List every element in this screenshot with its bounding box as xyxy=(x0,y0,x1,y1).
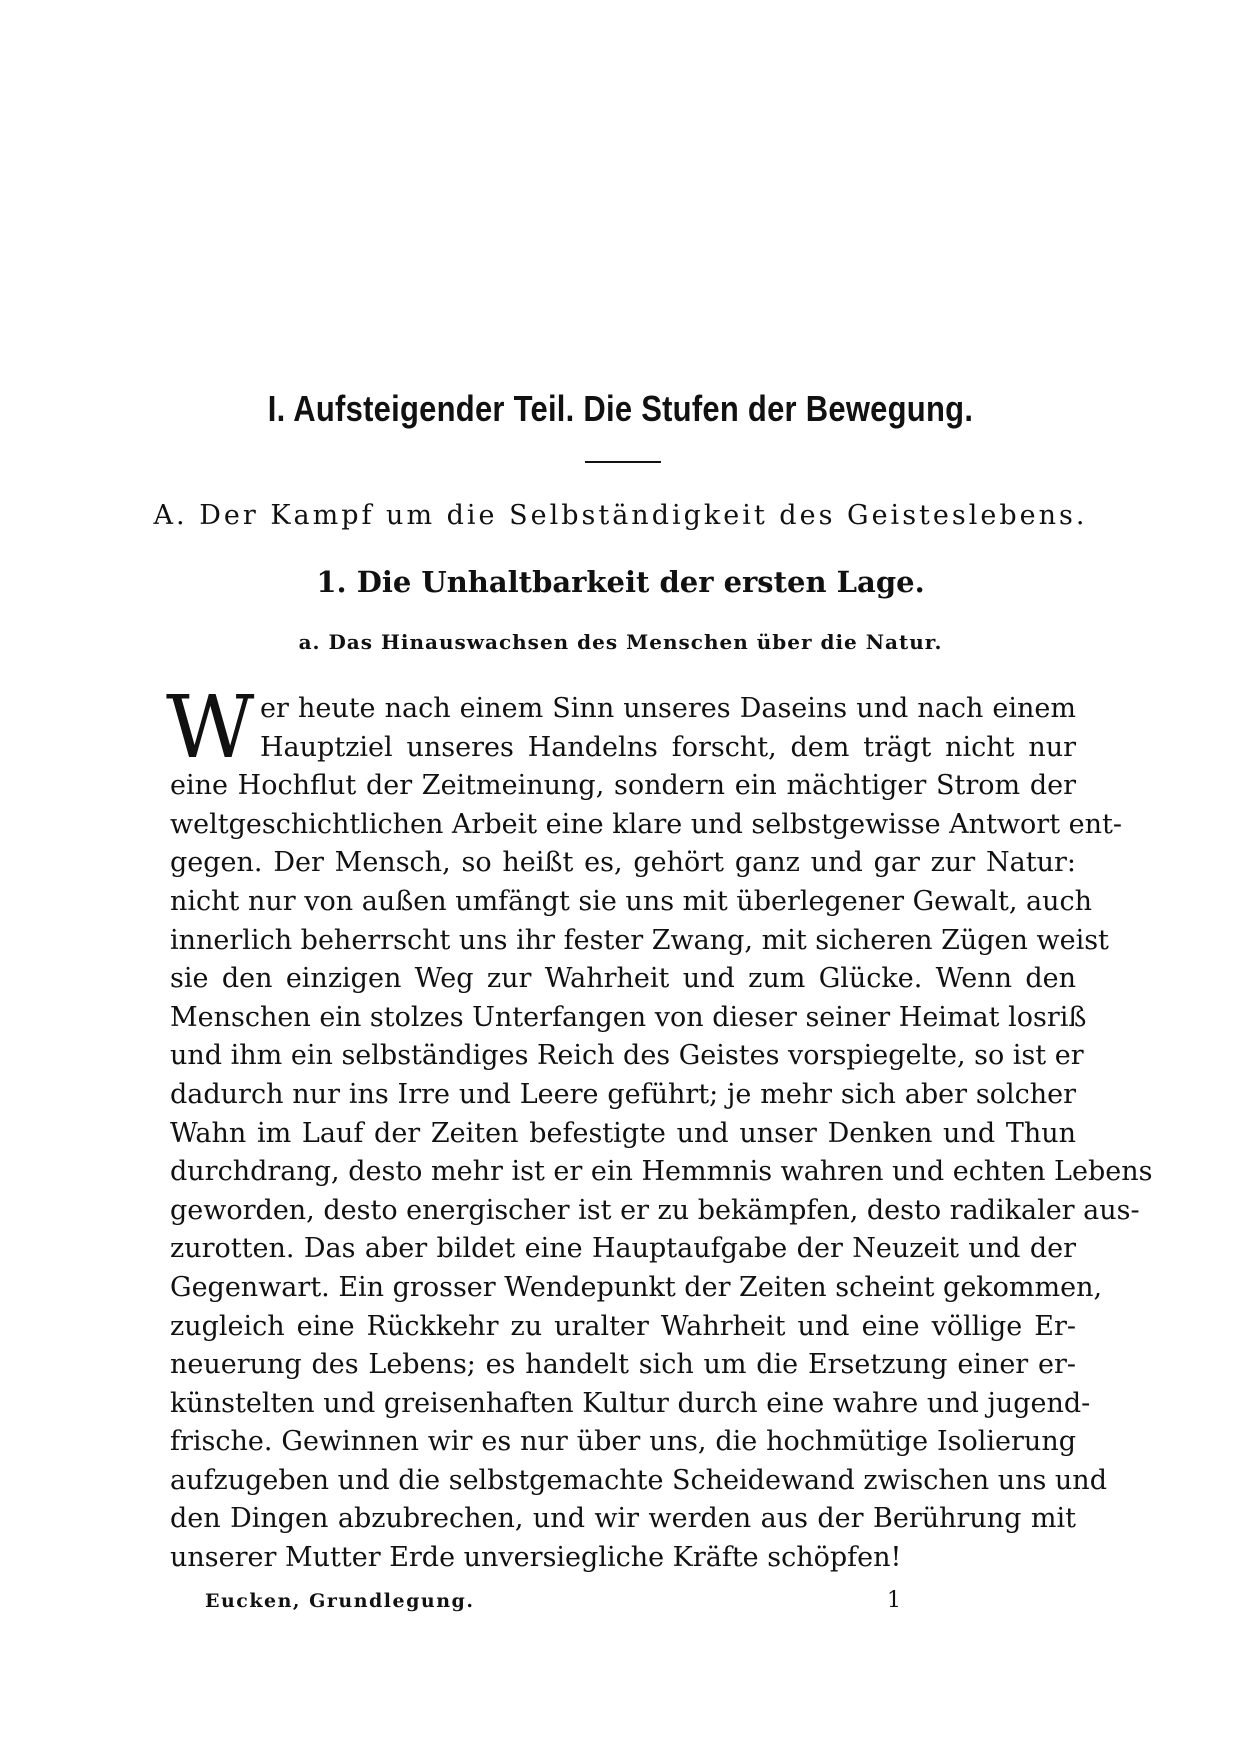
chapter-title: 1. Die Unhaltbarkeit der ersten Lage. xyxy=(316,565,925,599)
text-line: zurotten. Das aber bildet eine Hauptaufgabe der Neuzeit und der xyxy=(170,1233,1076,1265)
subsection-title: a. Das Hinauswachsen des Menschen über die Natur. xyxy=(298,630,943,654)
text-line: gegen. Der Mensch, so heißt es, gehört ganz und gar zur Natur: xyxy=(170,847,1076,879)
text-line: Gegenwart. Ein grosser Wendepunkt der Zeiten scheint gekommen, xyxy=(170,1271,1103,1303)
section-title: A. Der Kampf um die Selbständigkeit des Geisteslebens. xyxy=(153,500,1088,531)
text-line: künstelten und greisenhaften Kultur durch eine wahre und jugend- xyxy=(170,1387,1091,1419)
footer-signature: Eucken, Grundlegung. xyxy=(205,1590,475,1612)
text-line: er heute nach einem Sinn unseres Daseins und nach einem xyxy=(260,693,1076,724)
part-title: I. Aufsteigender Teil. Die Stufen der Bewegung. xyxy=(267,388,974,429)
text-line: zugleich eine Rückkehr zu uralter Wahrheit und eine völlige Er- xyxy=(170,1310,1076,1342)
text-line: eine Hochflut der Zeitmeinung, sondern ein mächtiger Strom der xyxy=(170,770,1076,802)
text-line: aufzugeben und die selbstgemachte Scheidewand zwischen uns und xyxy=(170,1464,1107,1496)
text-line: den Dingen abzubrechen, und wir werden aus der Berührung mit xyxy=(170,1503,1076,1535)
text-line: neuerung des Lebens; es handelt sich um die Ersetzung einer er- xyxy=(170,1349,1076,1381)
text-line: frische. Gewinnen wir es nur über uns, die hochmütige Isolierung xyxy=(170,1426,1076,1458)
text-line: dadurch nur ins Irre und Leere geführt; je mehr sich aber solcher xyxy=(170,1078,1076,1110)
drop-cap: W xyxy=(166,678,255,778)
text-line: weltgeschichtlichen Arbeit eine klare und selbstgewisse Antwort ent- xyxy=(170,808,1122,840)
text-line: und ihm ein selbständiges Reich des Geistes vorspiegelte, so ist er xyxy=(170,1040,1084,1072)
page-number: 1 xyxy=(887,1588,901,1613)
text-line: Hauptziel unseres Handelns forscht, dem trägt nicht nur xyxy=(260,731,1076,763)
text-line: unserer Mutter Erde unversiegliche Kräfte schöpfen! xyxy=(170,1542,902,1574)
text-line: geworden, desto energischer ist er zu bekämpfen, desto radikaler aus- xyxy=(170,1194,1140,1226)
body-paragraph xyxy=(166,678,1153,1578)
title-rule xyxy=(585,461,661,463)
text-line: sie den einzigen Weg zur Wahrheit und zum Glücke. Wenn den xyxy=(170,963,1076,995)
text-line: innerlich beherrscht uns ihr fester Zwang, mit sicheren Zügen weist xyxy=(170,924,1109,956)
text-line: nicht nur von außen umfängt sie uns mit überlegener Gewalt, auch xyxy=(170,885,1093,917)
text-line: Menschen ein stolzes Unterfangen von dieser seiner Heimat losriß xyxy=(170,1001,1087,1033)
text-line: Wahn im Lauf der Zeiten befestigte und unser Denken und Thun xyxy=(170,1117,1076,1149)
text-line: durchdrang, desto mehr ist er ein Hemmnis wahren und echten Lebens xyxy=(170,1156,1153,1188)
